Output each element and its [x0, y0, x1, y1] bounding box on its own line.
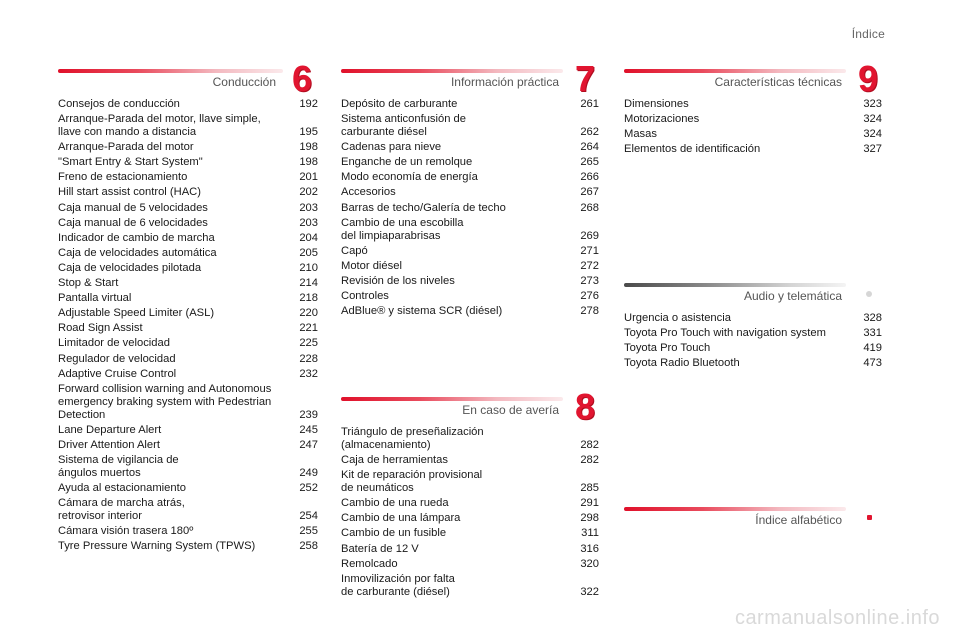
entry-page-number: 311 — [581, 527, 599, 540]
index-entry[interactable] — [341, 497, 599, 510]
entry-page-number: 324 — [863, 128, 882, 141]
entry-page-number: 218 — [299, 292, 318, 305]
entry-page-number: 473 — [863, 357, 882, 370]
section-audio — [624, 278, 882, 372]
entry-title: Masas — [624, 128, 657, 141]
index-entry[interactable] — [341, 245, 599, 258]
entry-title: Cadenas para nieve — [341, 141, 442, 154]
entry-title: Sistema anticonfusión de carburante diésel — [341, 113, 467, 139]
index-entry[interactable] — [58, 383, 318, 422]
section-header — [624, 58, 882, 99]
index-entry[interactable] — [624, 327, 882, 340]
entry-list — [341, 426, 599, 599]
entry-page-number: 254 — [299, 510, 318, 523]
entry-title: Hill start assist control (HAC) — [58, 186, 201, 199]
index-entry[interactable] — [58, 439, 318, 452]
entry-title: Toyota Radio Bluetooth — [624, 357, 740, 370]
index-entry[interactable] — [341, 156, 599, 169]
entry-title: Cambio de un fusible — [341, 527, 447, 540]
index-entry[interactable] — [58, 307, 318, 320]
entry-page-number: 228 — [299, 352, 318, 365]
index-entry[interactable] — [58, 337, 318, 350]
entry-title: Inmovilización por falta de carburante (diésel) — [341, 572, 455, 598]
entry-page-number: 278 — [580, 305, 599, 318]
entry-page-number: 282 — [580, 439, 599, 451]
entry-page-number: 210 — [299, 261, 318, 274]
index-entry[interactable] — [624, 357, 882, 370]
entry-title: Capó — [341, 244, 368, 257]
entry-title: Freno de estacionamiento — [58, 171, 188, 184]
entry-page-number: 327 — [863, 143, 882, 156]
index-entry[interactable] — [341, 543, 599, 556]
entry-page-number: 320 — [580, 557, 599, 570]
entry-page-number: 264 — [580, 141, 599, 154]
entry-title: Regulador de velocidad — [58, 352, 176, 365]
entry-page-number: 192 — [299, 98, 318, 110]
entry-title: Pantalla virtual — [58, 292, 132, 305]
index-entry[interactable] — [58, 98, 318, 111]
section-bar — [341, 69, 563, 73]
watermark: carmanualsonline.info — [734, 607, 940, 629]
section-header — [341, 58, 599, 99]
index-entry[interactable] — [341, 141, 599, 154]
entry-page-number: 198 — [299, 141, 318, 154]
index-entry[interactable] — [624, 342, 882, 355]
entry-page-number: 249 — [299, 466, 318, 479]
index-entry[interactable] — [341, 171, 599, 184]
section-header — [624, 278, 882, 312]
index-entry[interactable] — [58, 353, 318, 366]
index-entry[interactable] — [624, 143, 882, 156]
section-bar — [58, 69, 283, 73]
entry-title: Toyota Pro Touch with navigation system — [624, 327, 826, 340]
section-title[interactable]: Audio y telemática — [743, 289, 842, 303]
section-title[interactable]: Conducción — [212, 75, 276, 89]
index-entry[interactable] — [58, 217, 318, 230]
entry-title: Kit de reparación provisional de neumáticos — [341, 469, 483, 495]
entry-page-number: 245 — [299, 423, 318, 436]
entry-title: Motor diésel — [341, 259, 402, 272]
index-entry[interactable] — [58, 232, 318, 245]
entry-title: Triángulo de preseñalización (almacenamiento) — [341, 426, 484, 451]
entry-title: Urgencia o asistencia — [624, 312, 731, 324]
entry-page-number: 291 — [580, 497, 599, 510]
section-bar — [341, 397, 563, 401]
entry-title: Consejos de conducción — [58, 98, 180, 110]
entry-page-number: 204 — [299, 231, 318, 244]
entry-title: Revisión de los niveles — [341, 274, 455, 287]
entry-page-number: 285 — [580, 482, 599, 495]
entry-page-number: 258 — [299, 540, 318, 553]
index-entry[interactable] — [341, 426, 599, 452]
entry-page-number: 322 — [580, 585, 599, 598]
section-marker — [866, 291, 872, 297]
index-entry[interactable] — [341, 186, 599, 199]
entry-page-number: 419 — [863, 342, 882, 355]
entry-page-number: 268 — [580, 201, 599, 214]
entry-page-number: 203 — [299, 201, 318, 214]
entry-page-number: 225 — [299, 337, 318, 350]
entry-title: Caja manual de 6 velocidades — [58, 216, 208, 229]
index-entry[interactable] — [58, 322, 318, 335]
entry-page-number: 316 — [580, 542, 599, 555]
index-entry[interactable] — [341, 469, 599, 495]
entry-list — [58, 98, 318, 553]
entry-page-number: 255 — [299, 525, 318, 538]
index-entry[interactable] — [58, 113, 318, 139]
index-entry[interactable] — [58, 292, 318, 305]
entry-title: "Smart Entry & Start System" — [58, 156, 203, 169]
entry-title: Barras de techo/Galería de techo — [341, 201, 506, 214]
entry-title: Adaptive Cruise Control — [58, 367, 177, 380]
entry-title: Enganche de un remolque — [341, 156, 473, 169]
section-number[interactable]: 7 — [575, 58, 596, 99]
entry-title: Indicador de cambio de marcha — [58, 231, 215, 244]
section-number[interactable]: 9 — [858, 58, 879, 99]
entry-title: Toyota Pro Touch — [624, 342, 711, 355]
entry-page-number: 273 — [580, 274, 599, 287]
entry-page-number: 276 — [580, 290, 599, 303]
entry-title: Elementos de identificación — [624, 143, 761, 156]
entry-title: Stop & Start — [58, 277, 119, 290]
section-title[interactable]: En caso de avería — [462, 403, 559, 417]
section-title[interactable]: Información práctica — [450, 75, 559, 89]
entry-page-number: 323 — [863, 98, 882, 110]
index-entry[interactable] — [624, 128, 882, 141]
section-number[interactable]: 6 — [292, 58, 313, 99]
section-tecnicas — [624, 58, 882, 158]
section-marker — [867, 515, 872, 520]
entry-title: Accesorios — [341, 186, 396, 199]
entry-page-number: 195 — [299, 126, 318, 139]
entry-title: Depósito de carburante — [341, 98, 458, 110]
entry-title: Cámara de marcha atrás, retrovisor interior — [58, 497, 185, 523]
entry-title: Arranque-Parada del motor — [58, 141, 194, 154]
entry-page-number: 266 — [580, 171, 599, 184]
index-entry[interactable] — [58, 424, 318, 437]
entry-title: Caja de herramientas — [341, 454, 448, 467]
entry-page-number: 201 — [299, 171, 318, 184]
entry-title: Ayuda al estacionamiento — [58, 482, 186, 495]
entry-page-number: 267 — [580, 186, 599, 199]
section-title[interactable]: Características técnicas — [714, 75, 842, 89]
index-entry[interactable] — [58, 277, 318, 290]
index-entry[interactable] — [58, 156, 318, 169]
section-conduccion — [58, 58, 318, 555]
index-entry[interactable] — [341, 454, 599, 467]
entry-title: Caja de velocidades pilotada — [58, 261, 202, 274]
index-entry[interactable] — [341, 558, 599, 571]
entry-list — [341, 98, 599, 318]
index-entry[interactable] — [341, 305, 599, 318]
entry-title: Lane Departure Alert — [58, 423, 162, 436]
entry-page-number: 272 — [580, 259, 599, 272]
section-bar — [624, 69, 846, 73]
entry-title: Arranque-Parada del motor, llave simple, llave con mando a distancia — [58, 113, 261, 139]
index-entry[interactable] — [341, 217, 599, 243]
index-entry[interactable] — [58, 482, 318, 495]
section-alfabetico — [624, 502, 882, 536]
entry-title: Driver Attention Alert — [58, 438, 160, 451]
entry-page-number: 328 — [863, 312, 882, 324]
entry-page-number: 221 — [299, 322, 318, 335]
section-header — [341, 386, 599, 427]
entry-page-number: 269 — [580, 229, 599, 242]
entry-title: Modo economía de energía — [341, 171, 478, 184]
index-entry[interactable] — [58, 497, 318, 523]
entry-page-number: 265 — [580, 156, 599, 169]
index-entry[interactable] — [341, 98, 599, 111]
entry-page-number: 247 — [299, 438, 318, 451]
index-entry[interactable] — [341, 573, 599, 599]
index-entry[interactable] — [58, 454, 318, 480]
entry-page-number: 202 — [299, 186, 318, 199]
entry-title: Motorizaciones — [624, 113, 700, 126]
section-title[interactable]: Índice alfabético — [755, 513, 842, 527]
entry-list — [624, 312, 882, 370]
index-entry[interactable] — [624, 312, 882, 325]
entry-page-number: 198 — [299, 156, 318, 169]
index-entry[interactable] — [58, 247, 318, 260]
entry-title: Adjustable Speed Limiter (ASL) — [58, 307, 215, 320]
entry-title: Caja de velocidades automática — [58, 246, 217, 259]
index-entry[interactable] — [58, 171, 318, 184]
entry-title: Dimensiones — [624, 98, 689, 110]
index-entry[interactable] — [58, 186, 318, 199]
entry-page-number: 232 — [299, 367, 318, 380]
entry-title: Tyre Pressure Warning System (TPWS) — [58, 540, 256, 553]
index-entry[interactable] — [341, 202, 599, 215]
entry-title: Cambio de una lámpara — [341, 512, 461, 525]
entry-page-number: 203 — [299, 216, 318, 229]
index-entry[interactable] — [341, 527, 599, 540]
entry-title: Limitador de velocidad — [58, 337, 170, 350]
section-header — [624, 502, 882, 536]
entry-page-number: 282 — [580, 454, 599, 467]
entry-page-number: 252 — [299, 482, 318, 495]
index-entry[interactable] — [58, 141, 318, 154]
entry-list — [624, 98, 882, 156]
entry-title: Batería de 12 V — [341, 542, 419, 555]
entry-title: Cambio de una escobilla del limpiaparabrisas — [341, 216, 464, 242]
index-entry[interactable] — [341, 290, 599, 303]
entry-title: Caja manual de 5 velocidades — [58, 201, 208, 214]
index-entry[interactable] — [58, 262, 318, 275]
entry-page-number: 214 — [299, 277, 318, 290]
index-entry[interactable] — [341, 275, 599, 288]
section-bar — [624, 507, 846, 511]
section-informacion — [341, 58, 599, 320]
entry-title: Remolcado — [341, 557, 398, 570]
entry-page-number: 262 — [580, 126, 599, 139]
index-entry[interactable] — [624, 113, 882, 126]
index-entry[interactable] — [58, 525, 318, 538]
entry-page-number: 324 — [863, 113, 882, 126]
entry-title: Sistema de vigilancia de ángulos muertos — [58, 453, 179, 479]
page-label: Índice — [851, 27, 885, 41]
entry-title: Forward collision warning and Autonomous emergency braking system with Pedestrian Detection — [58, 382, 272, 421]
index-entry[interactable] — [624, 98, 882, 111]
entry-title: Road Sign Assist — [58, 322, 143, 335]
index-entry[interactable] — [58, 540, 318, 553]
section-bar — [624, 283, 846, 287]
section-header — [58, 58, 318, 99]
entry-title: AdBlue® y sistema SCR (diésel) — [341, 305, 503, 318]
entry-title: Cambio de una rueda — [341, 497, 449, 510]
section-number[interactable]: 8 — [575, 386, 596, 427]
entry-title: Cámara visión trasera 180º — [58, 525, 194, 538]
entry-title: Controles — [341, 290, 389, 303]
section-averia — [341, 386, 599, 601]
index-entry[interactable] — [341, 260, 599, 273]
entry-page-number: 239 — [299, 408, 318, 421]
index-entry[interactable] — [58, 202, 318, 215]
entry-page-number: 298 — [580, 512, 599, 525]
entry-page-number: 205 — [299, 246, 318, 259]
index-entry[interactable] — [58, 368, 318, 381]
index-entry[interactable] — [341, 113, 599, 139]
index-entry[interactable] — [341, 512, 599, 525]
entry-page-number: 331 — [863, 327, 882, 340]
entry-page-number: 261 — [580, 98, 599, 110]
entry-page-number: 220 — [299, 307, 318, 320]
entry-page-number: 271 — [580, 244, 599, 257]
